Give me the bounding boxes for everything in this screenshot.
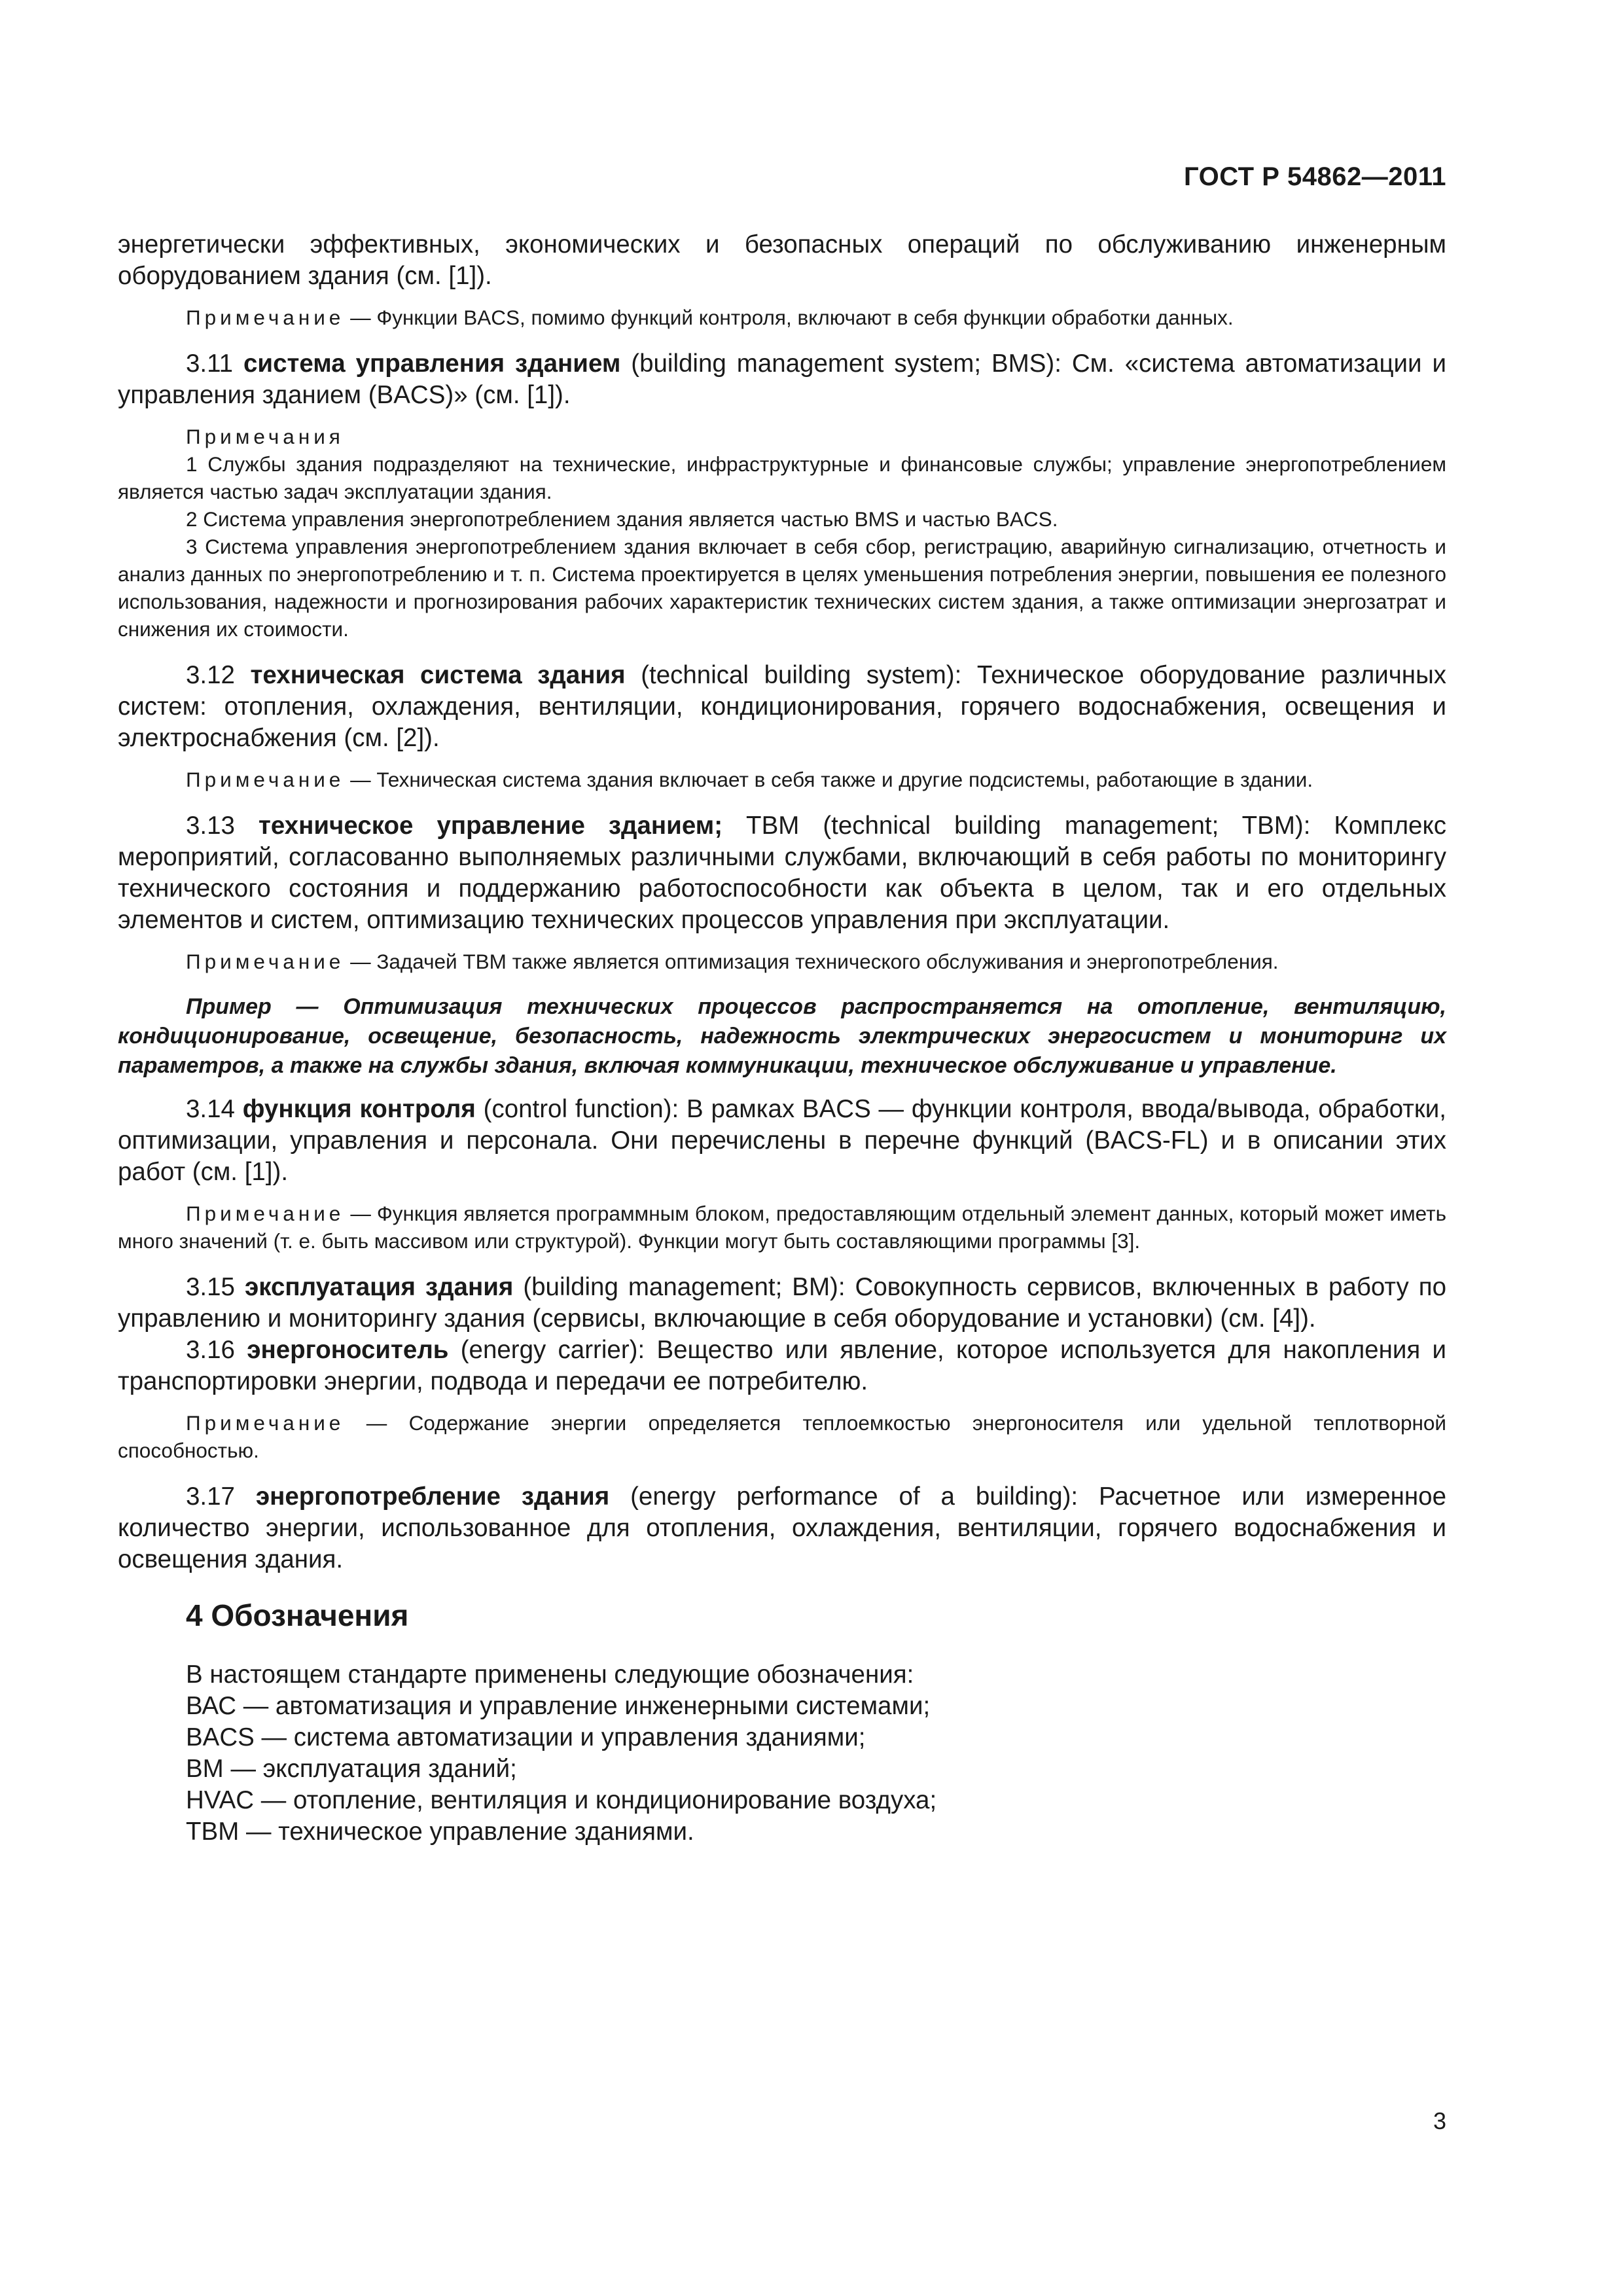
term-number: 3.11 — [186, 350, 244, 378]
symbol-item: ТВМ — техническое управление зданиями. — [186, 1818, 694, 1846]
term-number: 3.16 — [186, 1336, 247, 1364]
term-definition: (energy carrier): Вещество или явление, которое используется для накопления и транспортировки энергии, подвода и передачи ее потребителю. — [118, 1336, 1446, 1395]
term-title: система управления зданием — [243, 350, 621, 378]
term-3-13 — [118, 810, 1446, 936]
notes-label: Примечания — [186, 425, 344, 448]
term-3-16-note — [118, 1409, 1446, 1464]
term-3-11 — [118, 348, 1446, 411]
term-title: эксплуатация здания — [244, 1273, 514, 1301]
symbol-item: ВАС — автоматизация и управление инженерными системами; — [186, 1692, 931, 1720]
term-3-15 — [118, 1272, 1446, 1335]
note-text: — Техническая система здания включает в себя также и другие подсистемы, работающие в здании. — [344, 768, 1313, 791]
term-title: энергоноситель — [247, 1336, 449, 1364]
term-definition: (energy performance of a building): Расчетное или измеренное количество энергии, использованное для отопления, охлаждения, вентиляции, горячего водоснабжения и освещения здания. — [118, 1482, 1446, 1573]
term-definition: (building management; BM): Совокупность сервисов, включенных в работу по управлению и мониторингу здания (сервисы, включающие в себя оборудование и установки) (см. [4]). — [118, 1273, 1447, 1333]
note-text: — Задачей ТВМ также является оптимизация технического обслуживания и энергопотребления. — [344, 950, 1279, 973]
content — [118, 229, 1446, 1848]
symbol-item: HVAC — отопление, вентиляция и кондиционирование воздуха; — [186, 1786, 937, 1814]
term-definition: (building management system; BMS): См. «система автоматизации и управления зданием (BACS)» (см. [1]). — [118, 350, 1446, 409]
term-3-16 — [118, 1335, 1446, 1397]
note-3: 3 Система управления энергопотреблением здания включает в себя сбор, регистрацию, аварийную сигнализацию, отчетность и анализ данных по энергопотреблению и т. п. Система проектируется в целях уменьшения потребления энергии, повышения ее полезного использования, надежности и прогнозирования рабочих характеристик технических систем здания, а также оптимизации энергозатрат и снижения их стоимости. — [118, 535, 1446, 641]
term-title: энергопотребление здания — [255, 1482, 610, 1511]
note-text: — Функция является программным блоком, предоставляющим отдельный элемент данных, который может иметь много значений (т. е. быть массивом или структурой). Функции могут быть составляющими программы [3]. — [118, 1202, 1446, 1253]
note-2: 2 Система управления энергопотреблением здания является частью BMS и частью BACS. — [186, 507, 1058, 531]
note-label: Примечание — [186, 306, 345, 329]
term-title: техническая система здания — [250, 661, 626, 689]
term-3-17 — [118, 1481, 1446, 1575]
term-number: 3.14 — [186, 1095, 243, 1123]
document-header: ГОСТ Р 54862—2011 — [1184, 162, 1446, 191]
note-1: 1 Службы здания подразделяют на технические, инфраструктурные и финансовые службы; управление энергопотреблением является частью задач эксплуатации здания. — [118, 452, 1446, 503]
symbols-intro: В настоящем стандарте применены следующие обозначения: — [186, 1660, 914, 1689]
note-label: Примечание — [186, 950, 345, 973]
note-text: — Содержание энергии определяется теплоемкостью энергоносителя или удельной теплотворной способностью. — [118, 1411, 1446, 1462]
term-title: техническое управление зданием; — [258, 812, 723, 840]
term-number: 3.13 — [186, 812, 259, 840]
intro-paragraph: энергетически эффективных, экономических и безопасных операций по обслуживанию инженерным оборудованием здания (см. [1]). — [118, 230, 1446, 290]
term-number: 3.17 — [186, 1482, 256, 1511]
intro-note — [118, 304, 1446, 331]
term-title: функция контроля — [242, 1095, 476, 1123]
example-paragraph: Пример — Оптимизация технических процессов распространяется на отопление, вентиляцию, кондиционирование, освещение, безопасность, надежность электрических энергосистем и мониторинг их параметров, а также на службы здания, включая коммуникации, техническое обслуживание и управление. — [118, 994, 1446, 1078]
term-3-12-note — [118, 766, 1446, 793]
term-3-12 — [118, 660, 1446, 754]
term-number: 3.12 — [186, 661, 251, 689]
page-number: 3 — [1433, 2108, 1446, 2134]
notes-heading — [118, 423, 1446, 450]
term-3-14-note — [118, 1200, 1446, 1255]
term-3-14 — [118, 1094, 1446, 1188]
note-label: Примечание — [186, 1202, 345, 1225]
note-text: — Функции BACS, помимо функций контроля, включают в себя функции обработки данных. — [344, 306, 1234, 329]
term-definition: ТВМ (technical building management; TBM): Комплекс мероприятий, согласованно выполняемых различными службами, включающий в себя работы по мониторингу технического состояния и поддержанию работоспособности как объекта в целом, так и его отдельных элементов и систем, оптимизацию технических процессов управления при эксплуатации. — [118, 812, 1446, 934]
symbol-item: BACS — система автоматизации и управления зданиями; — [186, 1723, 866, 1751]
section-4-heading: 4 Обозначения — [186, 1598, 409, 1632]
term-definition: (technical building system): Техническое оборудование различных систем: отопления, охлаждения, вентиляции, кондиционирования, горячего водоснабжения, освещения и электроснабжения (см. [2]). — [118, 661, 1446, 752]
term-number: 3.15 — [186, 1273, 245, 1301]
note-label: Примечание — [186, 768, 345, 791]
term-definition: (control function): В рамках BACS — функции контроля, ввода/вывода, обработки, оптимизации, управления и персонала. Они перечислены в перечне функций (BACS-FL) и в описании этих работ (см. [1]). — [118, 1095, 1446, 1186]
term-3-13-note — [118, 948, 1446, 975]
symbol-item: ВМ — эксплуатация зданий; — [186, 1755, 517, 1783]
note-label: Примечание — [186, 1411, 345, 1435]
